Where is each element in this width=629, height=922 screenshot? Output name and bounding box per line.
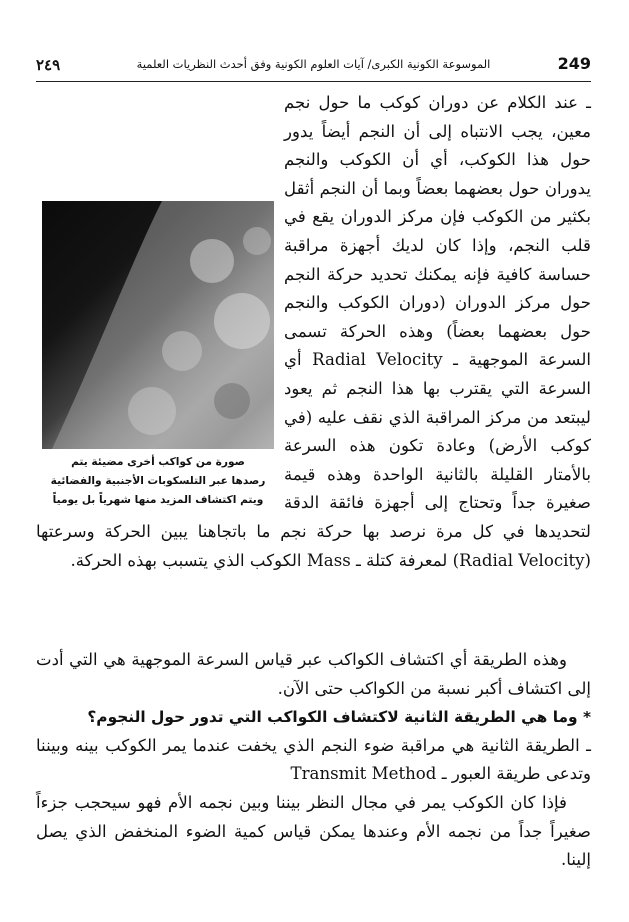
page-number-arabic: ٢٤٩ [36,56,61,74]
caption-line: صورة من كواكب أخرى مضيئة يتم [71,456,245,468]
page-header [36,52,591,80]
caption-line: رصدها عبر التلسكوبات الأجنبية والفضائية [50,475,266,487]
planet-photo [42,201,274,449]
caption-line: ويتم اكتشاف المزيد منها شهرياً بل يومياً [52,494,264,506]
body-top [36,89,591,575]
paragraph-transit: ـ الطريقة الثانية هي مراقبة ضوء النجم الذي يخفت عندما يمر الكوكب بينه وبيننا وتدعى طريقة العبور ـ Transmit Method [36,735,591,784]
paragraph-summary: وهذه الطريقة أي اكتشاف الكواكب عبر قياس السرعة الموجهية هي التي أدت إلى اكتشاف أكبر نسبة من الكواكب حتى الآن. [36,650,591,698]
page-number-latin: 249 [557,54,591,73]
running-title: الموسوعة الكونية الكبرى/ آيات العلوم الكونية وفق أحدث النظريات العلمية [136,57,491,71]
header-rule [36,81,591,82]
planet-texture [42,201,274,449]
figure [36,201,274,510]
body-bottom [36,646,591,875]
paragraph-transit-detail: فإذا كان الكوكب يمر في مجال النظر بيننا وبين نجمه الأم فهو سيحجب جزءاً صغيراً جداً من نجمه الأم وعندها يمكن قياس كمية الضوء المنخفض الذي يصل إلينا. [36,792,591,870]
figure-caption [42,453,274,510]
paragraph-radial-velocity: ـ عند الكلام عن دوران كوكب ما حول نجم معين، يجب الانتباه إلى أن النجم أيضاً يدور حول هذا الكوكب، أي أن الكوكب والنجم يدوران حول بعضهما بعضاً وبما أن النجم أثقل بكثير من الكوكب فإن مركز الدوران يقع في قلب النجم، وإذا كان لديك أجهزة مراقبة حساسة كافية فإنه يمكنك تحديد حركة النجم حول مركز الدوران (دوران الكوكب والنجم حول بعضهما بعضاً) وهذه الحركة تسمى السرعة الموجهية ـ Radial Velocity أي السرعة التي يقترب بها هذا النجم ثم يعود ليبتعد من مركز المراقبة الذي نقف عليه (في كوكب الأرض) وعادة تكون هذه السرعة بالأمتار القليلة بالثانية الواحدة وهذه قيمة صغيرة جداً وتحتاج إلى أجهزة فائقة الدقة لتحديدها في كل مرة نرصد بها حركة نجم ما باتجاهنا يبين الحركة وسرعتها (Radial Velocity) لمعرفة كتلة ـ Mass الكوكب الذي يتسبب بهذه الحركة. [36,93,592,570]
question-heading: * وما هي الطريقة الثانية لاكتشاف الكواكب التي تدور حول النجوم؟ [87,708,591,727]
